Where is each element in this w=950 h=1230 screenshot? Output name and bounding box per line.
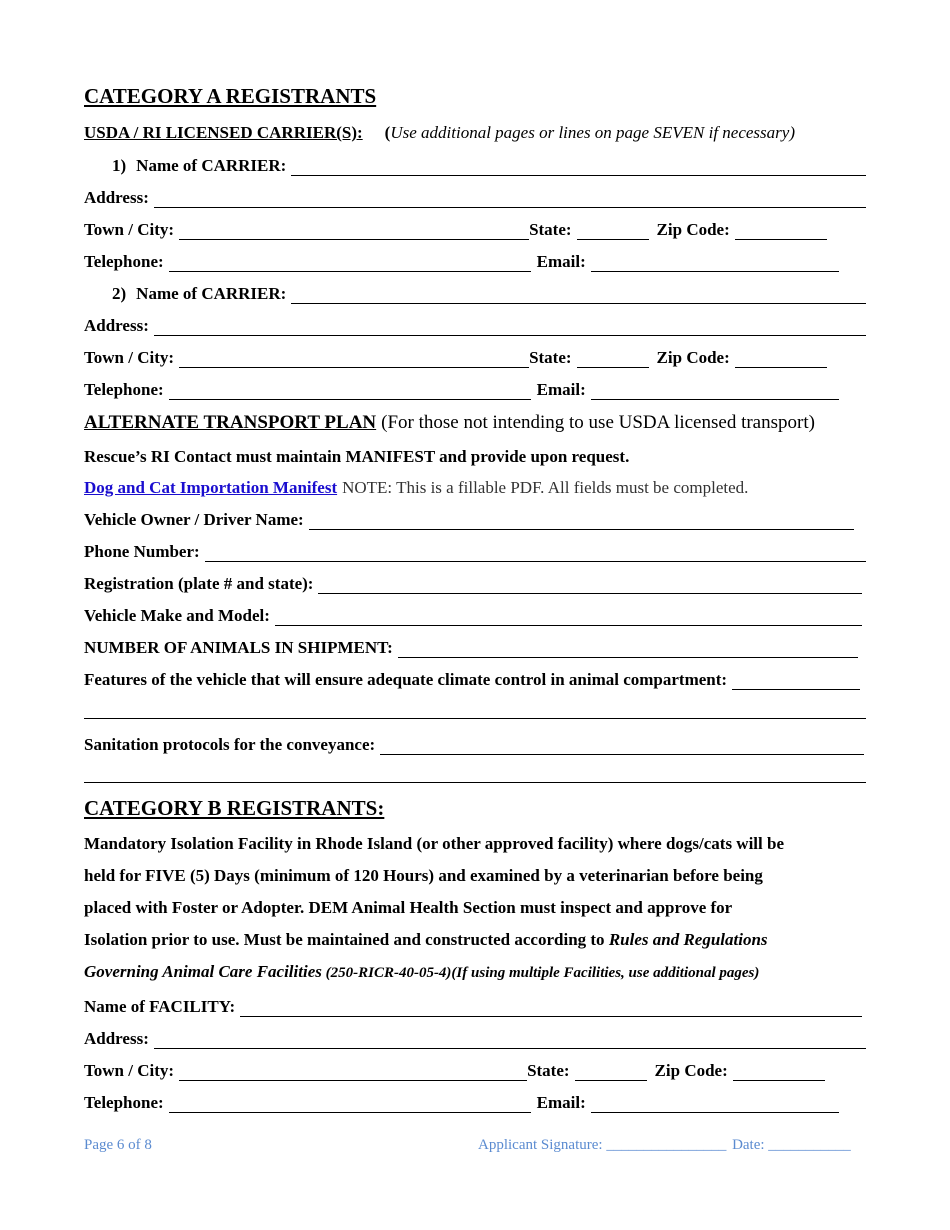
carrier-1-telephone-label: Telephone: [84, 252, 164, 271]
alternate-title: ALTERNATE TRANSPORT PLAN [84, 412, 377, 433]
carriers-note-paren: ( [384, 123, 391, 142]
facility-email-label: Email: [536, 1093, 586, 1112]
owner-field[interactable] [309, 511, 854, 530]
carrier-1-address-field[interactable] [154, 189, 866, 208]
climate-row [84, 666, 860, 690]
sanitation-field[interactable] [380, 736, 864, 755]
carriers-header [84, 119, 866, 143]
rules-citation: (250-RICR-40-05-4)(If using multiple Facilities, use additional pages) [321, 965, 760, 981]
carrier-1-state-field[interactable] [577, 221, 649, 240]
carrier-2-town-row [84, 344, 866, 368]
carrier-2-telephone-field[interactable] [169, 381, 531, 400]
carrier-1-state-label: State: [529, 220, 572, 239]
owner-label: Vehicle Owner / Driver Name: [84, 510, 304, 529]
phone-row [84, 538, 866, 562]
isolation-line-2: held for FIVE (5) Days (minimum of 120 Hours) and examined by a veterinarian before being [84, 866, 763, 885]
carrier-1-name-field[interactable] [291, 157, 866, 176]
carrier-1-town-row [84, 216, 866, 240]
sanitation-continuation-line[interactable] [84, 782, 866, 783]
carrier-2-email-field[interactable] [591, 381, 839, 400]
facility-telephone-label: Telephone: [84, 1093, 164, 1112]
facility-town-field[interactable] [179, 1062, 527, 1081]
carrier-2-name-row [84, 280, 866, 304]
rules-title-part2: Governing Animal Care Facilities [84, 962, 322, 981]
climate-label: Features of the vehicle that will ensure adequate climate control in animal compartment: [84, 670, 728, 689]
alternate-header [84, 410, 870, 434]
carrier-1-email-field[interactable] [591, 253, 839, 272]
facility-address-field[interactable] [154, 1030, 866, 1049]
make-row [84, 602, 862, 626]
alternate-title-note: (For those not intending to use USDA licensed transport) [381, 412, 815, 433]
page-number: Page 6 of 8 [84, 1137, 152, 1153]
carrier-2-address-label: Address: [84, 316, 149, 335]
facility-zip-label: Zip Code: [654, 1061, 728, 1080]
carrier-2-address-field[interactable] [154, 317, 866, 336]
manifest-link-row [84, 474, 866, 498]
facility-name-row [84, 993, 862, 1017]
carriers-note: Use additional pages or lines on page SEVEN if necessary) [390, 123, 795, 142]
facility-zip-field[interactable] [733, 1062, 825, 1081]
carrier-1-address-row [84, 184, 866, 208]
carrier-2-name-label: Name of CARRIER: [136, 284, 287, 303]
carrier-2-email-label: Email: [536, 380, 586, 399]
date-blank[interactable]: ___________ [768, 1137, 851, 1153]
isolation-line-5 [84, 956, 860, 989]
facility-address-label: Address: [84, 1029, 149, 1048]
rules-title-part1: Rules and Regulations [608, 930, 768, 949]
carrier-1-name-row [84, 152, 866, 176]
category-a-title: CATEGORY A REGISTRANTS [84, 84, 377, 108]
facility-town-label: Town / City: [84, 1061, 175, 1080]
carrier-1-town-label: Town / City: [84, 220, 175, 239]
carrier-2-number: 2) [112, 284, 127, 303]
sanitation-row [84, 731, 864, 755]
owner-row [84, 506, 854, 530]
isolation-line-4-text: Isolation prior to use. Must be maintained and constructed according to [84, 930, 609, 949]
phone-label: Phone Number: [84, 542, 200, 561]
facility-name-field[interactable] [240, 998, 862, 1017]
carrier-1-number: 1) [112, 156, 127, 175]
carrier-1-zip-field[interactable] [735, 221, 827, 240]
carriers-label: USDA / RI LICENSED CARRIER(S): [84, 123, 363, 142]
facility-phone-row [84, 1089, 866, 1113]
carrier-1-town-field[interactable] [179, 221, 529, 240]
isolation-line-3: placed with Foster or Adopter. DEM Animal Health Section must inspect and approve for [84, 898, 733, 917]
facility-name-label: Name of FACILITY: [84, 997, 236, 1016]
carrier-1-phone-row [84, 248, 866, 272]
make-field[interactable] [275, 607, 862, 626]
signature-blank[interactable]: ________________ [606, 1137, 727, 1153]
isolation-line-1: Mandatory Isolation Facility in Rhode Island (or other approved facility) where dogs/cats will be [84, 834, 785, 853]
phone-field[interactable] [205, 543, 866, 562]
carrier-1-email-label: Email: [536, 252, 586, 271]
date-label: Date: [732, 1137, 765, 1153]
carrier-2-state-field[interactable] [577, 349, 649, 368]
carrier-2-town-label: Town / City: [84, 348, 175, 367]
make-label: Vehicle Make and Model: [84, 606, 270, 625]
registration-row [84, 570, 862, 594]
climate-continuation-line[interactable] [84, 718, 866, 719]
registration-field[interactable] [318, 575, 862, 594]
carrier-2-address-row [84, 312, 866, 336]
manifest-notice: Rescue’s RI Contact must maintain MANIFEST and provide upon request. [84, 447, 630, 466]
carrier-1-zip-label: Zip Code: [656, 220, 730, 239]
facility-state-label: State: [527, 1061, 570, 1080]
isolation-line-4 [84, 924, 860, 956]
facility-email-field[interactable] [591, 1094, 839, 1113]
signature-label: Applicant Signature: [478, 1137, 603, 1153]
footer-signature [478, 1137, 851, 1154]
animals-field[interactable] [398, 639, 858, 658]
facility-address-row [84, 1025, 866, 1049]
animals-row [84, 634, 858, 658]
carrier-1-address-label: Address: [84, 188, 149, 207]
carrier-1-name-label: Name of CARRIER: [136, 156, 287, 175]
manifest-link[interactable]: Dog and Cat Importation Manifest [84, 478, 338, 497]
sanitation-label: Sanitation protocols for the conveyance: [84, 735, 376, 754]
facility-state-field[interactable] [575, 1062, 647, 1081]
carrier-2-name-field[interactable] [291, 285, 866, 304]
carrier-1-telephone-field[interactable] [169, 253, 531, 272]
climate-field[interactable] [732, 671, 860, 690]
carrier-2-telephone-label: Telephone: [84, 380, 164, 399]
facility-town-row [84, 1057, 866, 1081]
carrier-2-state-label: State: [529, 348, 572, 367]
category-b-title: CATEGORY B REGISTRANTS: [84, 796, 385, 820]
carrier-2-phone-row [84, 376, 866, 400]
carrier-2-zip-label: Zip Code: [656, 348, 730, 367]
manifest-note: NOTE: This is a fillable PDF. All fields must be completed. [342, 478, 749, 497]
registration-label: Registration (plate # and state): [84, 574, 314, 593]
isolation-paragraph [84, 828, 860, 989]
manifest-notice-row [84, 443, 866, 467]
carrier-2-town-field[interactable] [179, 349, 529, 368]
facility-telephone-field[interactable] [169, 1094, 531, 1113]
animals-label: NUMBER OF ANIMALS IN SHIPMENT: [84, 638, 393, 657]
carrier-2-zip-field[interactable] [735, 349, 827, 368]
